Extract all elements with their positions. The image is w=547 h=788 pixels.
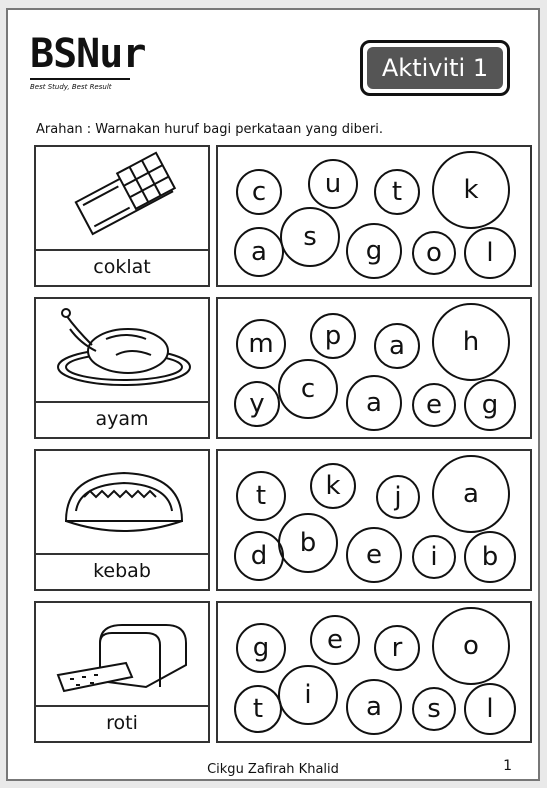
letter-circle[interactable]: h bbox=[432, 303, 510, 381]
logo-underline bbox=[30, 78, 130, 80]
letter-circle[interactable]: c bbox=[278, 359, 338, 419]
picture-box bbox=[34, 449, 210, 591]
picture-area bbox=[36, 299, 208, 403]
roast-chicken-icon bbox=[36, 299, 212, 399]
letter-circle[interactable]: t bbox=[236, 471, 286, 521]
letter-circle[interactable]: d bbox=[234, 531, 284, 581]
letter-circle[interactable]: y bbox=[234, 381, 280, 427]
chocolate-bar-icon bbox=[36, 147, 212, 247]
letter-circle[interactable]: g bbox=[464, 379, 516, 431]
exercise-row bbox=[34, 449, 532, 591]
letter-circle[interactable]: o bbox=[412, 231, 456, 275]
letter-circle[interactable]: i bbox=[412, 535, 456, 579]
letter-circle[interactable]: p bbox=[310, 313, 356, 359]
word-label: coklat bbox=[93, 256, 151, 278]
letter-circle[interactable]: e bbox=[310, 615, 360, 665]
exercise-row bbox=[34, 145, 532, 287]
word-label: roti bbox=[106, 712, 138, 734]
picture-area bbox=[36, 451, 208, 555]
letter-circle[interactable]: l bbox=[464, 227, 516, 279]
letter-circle[interactable]: e bbox=[346, 527, 402, 583]
activity-label: Aktiviti 1 bbox=[367, 47, 503, 89]
picture-box bbox=[34, 601, 210, 743]
letter-circle[interactable]: r bbox=[374, 625, 420, 671]
letters-box bbox=[216, 145, 532, 287]
letter-circle[interactable]: g bbox=[236, 623, 286, 673]
letter-circle[interactable]: a bbox=[374, 323, 420, 369]
letter-circle[interactable]: k bbox=[310, 463, 356, 509]
letter-circle[interactable]: m bbox=[236, 319, 286, 369]
letter-circle[interactable]: l bbox=[464, 683, 516, 735]
worksheet-page bbox=[6, 8, 540, 781]
letter-circle[interactable]: a bbox=[234, 227, 284, 277]
exercise-row bbox=[34, 601, 532, 743]
kebab-wrap-icon bbox=[36, 451, 212, 551]
teacher-name: Cikgu Zafirah Khalid bbox=[207, 762, 339, 777]
letter-circle[interactable]: a bbox=[432, 455, 510, 533]
letter-circle[interactable]: b bbox=[464, 531, 516, 583]
page-number: 1 bbox=[503, 758, 512, 774]
letters-box bbox=[216, 297, 532, 439]
letter-circle[interactable]: k bbox=[432, 151, 510, 229]
letter-circle[interactable]: i bbox=[278, 665, 338, 725]
picture-area bbox=[36, 147, 208, 251]
picture-area bbox=[36, 603, 208, 707]
letters-box bbox=[216, 601, 532, 743]
letter-circle[interactable]: j bbox=[376, 475, 420, 519]
letter-circle[interactable]: s bbox=[412, 687, 456, 731]
letter-circle[interactable]: a bbox=[346, 375, 402, 431]
letter-circle[interactable]: u bbox=[308, 159, 358, 209]
word-label: kebab bbox=[93, 560, 151, 582]
logo-tagline: Best Study, Best Result bbox=[30, 83, 112, 91]
letter-circle[interactable]: s bbox=[280, 207, 340, 267]
activity-badge bbox=[360, 40, 510, 96]
letter-circle[interactable]: g bbox=[346, 223, 402, 279]
letters-box bbox=[216, 449, 532, 591]
bread-loaf-icon bbox=[36, 603, 212, 703]
letter-circle[interactable]: b bbox=[278, 513, 338, 573]
letter-circle[interactable]: a bbox=[346, 679, 402, 735]
word-label: ayam bbox=[95, 408, 149, 430]
logo-text: BSNur bbox=[30, 31, 146, 77]
letter-circle[interactable]: t bbox=[234, 685, 282, 733]
letter-circle[interactable]: c bbox=[236, 169, 282, 215]
picture-box bbox=[34, 297, 210, 439]
instruction-text: Arahan : Warnakan huruf bagi perkataan yang diberi. bbox=[36, 122, 383, 137]
letter-circle[interactable]: o bbox=[432, 607, 510, 685]
letter-circle[interactable]: e bbox=[412, 383, 456, 427]
letter-circle[interactable]: t bbox=[374, 169, 420, 215]
exercise-row bbox=[34, 297, 532, 439]
picture-box bbox=[34, 145, 210, 287]
logo bbox=[30, 31, 146, 91]
